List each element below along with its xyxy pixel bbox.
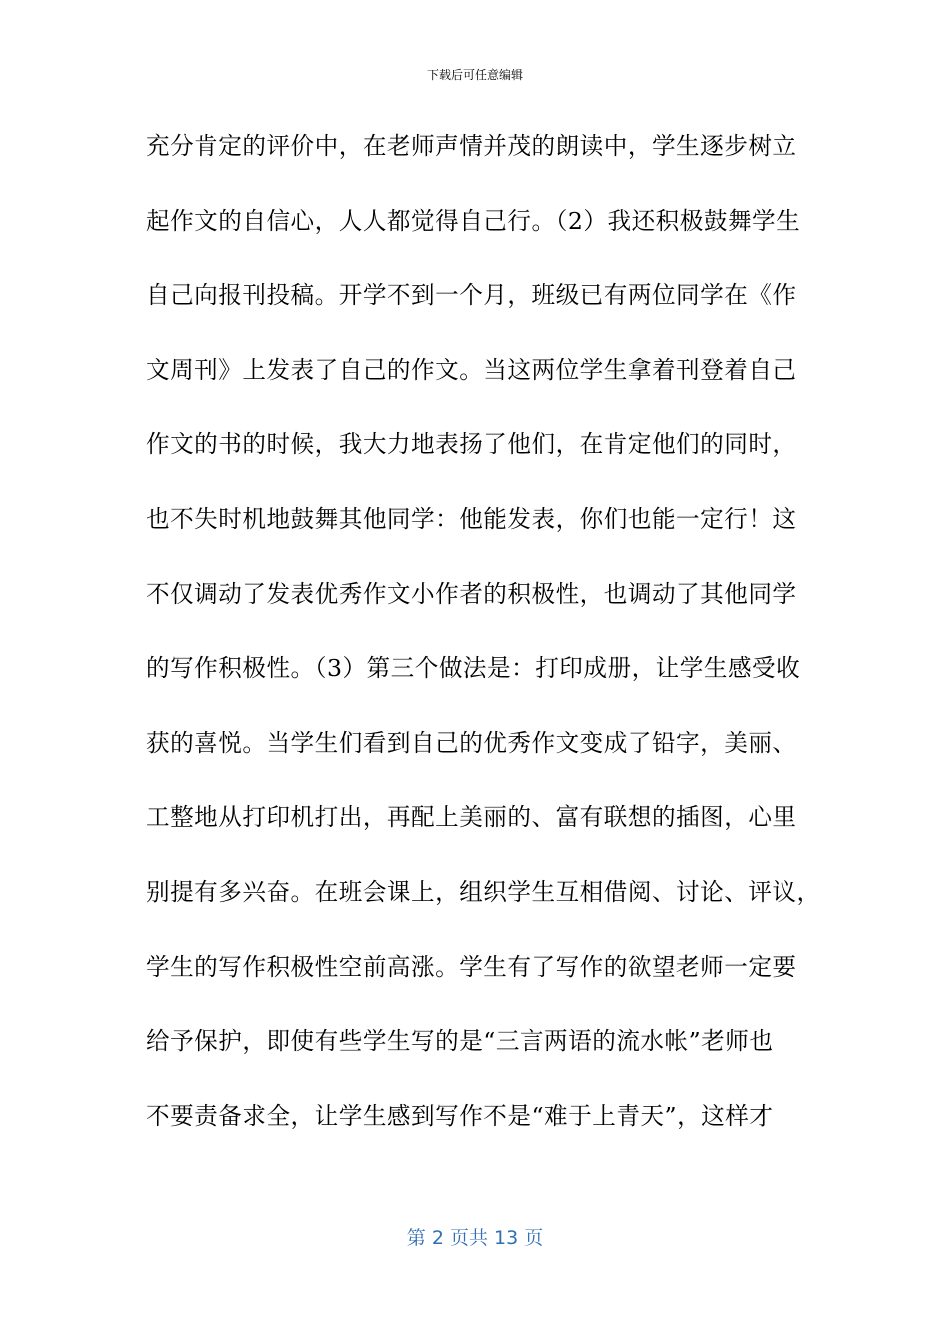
text-line: 自己向报刊投稿。开学不到一个月，班级已有两位同学在《作	[146, 281, 797, 310]
text-line: 不仅调动了发表优秀作文小作者的积极性，也调动了其他同学	[146, 579, 797, 608]
current-page-number: 2	[431, 1227, 444, 1249]
text-line: 也不失时机地鼓舞其他同学：他能发表，你们也能一定行！这	[146, 504, 797, 533]
page-footer	[0, 1224, 950, 1252]
text-line: 别提有多兴奋。在班会课上，组织学生互相借阅、讨论、评议，	[146, 877, 821, 906]
footer-middle: 页共	[443, 1227, 494, 1249]
text-line: 起作文的自信心，人人都觉得自己行。（2）我还积极鼓舞学生	[146, 206, 801, 235]
footer-suffix: 页	[518, 1227, 544, 1249]
body-text	[146, 123, 821, 1167]
text-line: 获的喜悦。当学生们看到自己的优秀作文变成了铅字，美丽、	[146, 728, 797, 757]
header-note: 下载后可任意编辑	[426, 68, 523, 82]
text-line: 学生的写作积极性空前高涨。学生有了写作的欲望老师一定要	[146, 952, 797, 981]
text-line: 工整地从打印机打出，再配上美丽的、富有联想的插图，心里	[146, 803, 797, 832]
text-line: 给予保护，即使有些学生写的是“三言两语的流水帐”老师也	[146, 1027, 774, 1056]
footer-prefix: 第	[406, 1227, 432, 1249]
text-line: 不要责备求全，让学生感到写作不是“难于上青天”，这样才	[146, 1101, 774, 1130]
text-line: 的写作积极性。（3）第三个做法是：打印成册，让学生感受收	[146, 654, 801, 683]
text-line: 文周刊》上发表了自己的作文。当这两位学生拿着刊登着自己	[146, 355, 797, 384]
total-pages-number: 13	[494, 1227, 519, 1249]
text-line: 作文的书的时候，我大力地表扬了他们，在肯定他们的同时，	[146, 430, 797, 459]
text-line: 充分肯定的评价中，在老师声情并茂的朗读中，学生逐步树立	[146, 132, 797, 160]
